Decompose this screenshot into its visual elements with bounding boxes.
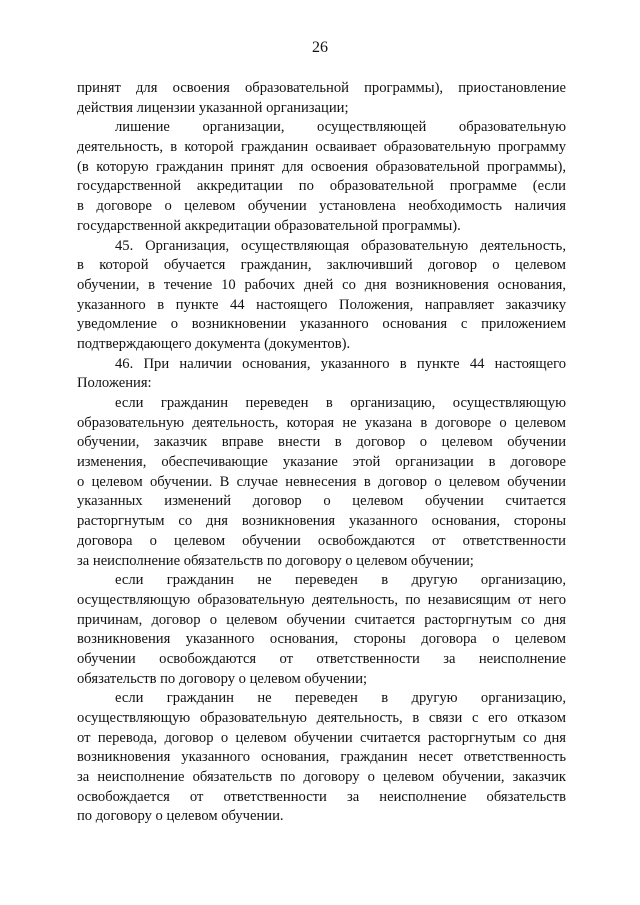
text-line: если гражданин переведен в организацию, осуществляющую — [115, 395, 566, 411]
document-body — [77, 79, 566, 827]
text-line: договора о целевом обучении освобождаются от ответственности — [77, 532, 566, 549]
text-line: о целевом обучении. В случае невнесения в договор о целевом обучении — [77, 473, 566, 490]
text-line: осуществляющую образовательную деятельность, по независящим от него — [77, 591, 566, 608]
text-line: расторгнутым со дня возникновения указанного основания, стороны — [77, 513, 566, 530]
text-line: за неисполнение обязательств по договору о целевом обучении; — [77, 552, 474, 569]
text-line: 45. Организация, осуществляющая образовательную деятельность, — [115, 237, 566, 254]
text-line: за неисполнение обязательств по договору о целевом обучении, заказчик — [77, 769, 566, 786]
text-line: освобождается от ответственности за неисполнение обязательств — [77, 788, 566, 805]
text-line: государственной аккредитации по образовательной программе (если — [77, 178, 566, 195]
text-line: государственной аккредитации образовательной программы). — [77, 217, 461, 234]
text-line: в которой обучается гражданин, заключивший договор о целевом — [77, 257, 566, 274]
text-line: принят для освоения образовательной программы), приостановление — [77, 80, 566, 96]
text-line: Положения: — [77, 375, 152, 392]
text-line: причинам, договор о целевом обучении считается расторгнутым со дня — [77, 611, 566, 628]
text-line: уведомление о возникновении указанного основания с приложением — [77, 316, 566, 333]
text-line: (в которую гражданин принят для освоения образовательной программы), — [77, 158, 566, 175]
text-line: 46. При наличии основания, указанного в пункте 44 настоящего — [115, 355, 566, 372]
text-line: подтверждающего документа (документов). — [77, 335, 351, 352]
text-line: в договоре о целевом обучении установлена необходимость наличия — [77, 198, 566, 215]
text-line: если гражданин не переведен в другую организацию, — [115, 690, 566, 707]
text-line: возникновения указанного основания, стороны договора о целевом — [77, 631, 566, 648]
text-line: лишение организации, осуществляющей образовательную — [115, 119, 566, 136]
text-line: если гражданин не переведен в другую организацию, — [115, 572, 566, 589]
page-number: 26 — [312, 39, 328, 56]
text-line: от перевода, договор о целевом обучении считается расторгнутым со дня — [77, 729, 566, 746]
text-line: осуществляющую образовательную деятельность, в связи с его отказом — [77, 710, 566, 726]
text-line: образовательную деятельность, которая не указана в договоре о целевом — [77, 414, 566, 431]
text-line: изменения, обеспечивающие указание этой организации в договоре — [77, 454, 566, 471]
text-line: обучении, в течение 10 рабочих дней со дня возникновения основания, — [77, 276, 566, 293]
text-line: обязательств по договору о целевом обучении; — [77, 670, 368, 687]
text-line: деятельность, в которой гражданин осваивает образовательную программу — [77, 139, 566, 156]
text-line: обучении освобождаются от ответственности за неисполнение — [77, 650, 566, 667]
text-line: возникновения указанного основания, гражданин несет ответственность — [77, 749, 566, 766]
text-line: указанного в пункте 44 настоящего Положения, направляет заказчику — [77, 296, 566, 313]
text-line: действия лицензии указанной организации; — [77, 99, 349, 116]
text-line: по договору о целевом обучении. — [77, 808, 284, 825]
text-line: обучении, заказчик вправе внести в договор о целевом обучении — [77, 434, 566, 451]
text-line: указанных изменений договор о целевом обучении считается — [77, 493, 566, 510]
